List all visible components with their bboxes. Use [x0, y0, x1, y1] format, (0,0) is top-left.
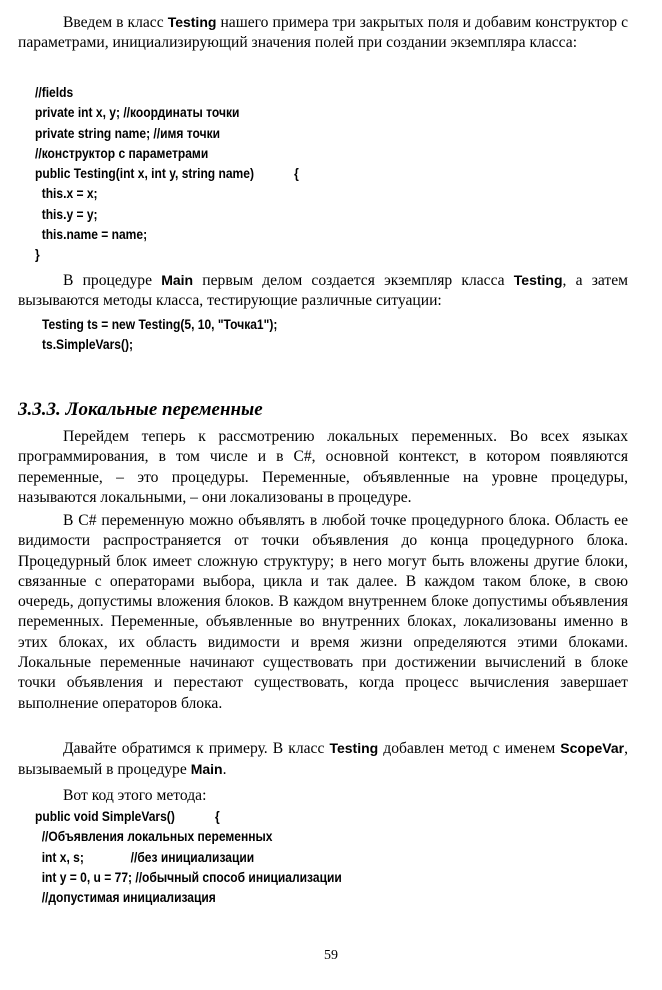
code-block-fields [35, 82, 299, 265]
main-keyword: Main [161, 272, 194, 288]
code-line: } [35, 246, 40, 263]
code-line: int y = 0, u = 77; //обычный способ инициализации [35, 868, 342, 885]
code-line: this.name = name; [35, 226, 148, 243]
code-block-simplevars [35, 806, 342, 907]
text-fragment: В процедуре [63, 272, 162, 289]
text-fragment: Давайте обратимся к примеру. В класс [63, 740, 330, 757]
intro-text-start: Введем в класс [63, 14, 168, 31]
intro-paragraph [18, 12, 628, 54]
method-name: ScopeVar [560, 740, 625, 756]
code-line: //fields [35, 84, 74, 100]
text-fragment: . [222, 761, 227, 779]
code-line: this.x = x; [35, 185, 98, 202]
code-intro-line: Вот код этого метода: [63, 787, 207, 804]
code-block-main [42, 314, 277, 355]
code-line: this.y = y; [35, 205, 98, 222]
page-number: 59 [324, 948, 338, 963]
text-fragment: , вызываемый в процедуре [18, 740, 629, 779]
code-line: int x, s; //без инициализации [35, 848, 255, 865]
code-line: //Объявления локальных переменных [35, 828, 273, 845]
text-fragment: добавлен метод с именем [378, 740, 561, 757]
code-line: private int x, y; //координаты точки [35, 104, 240, 121]
text-fragment: , а затем вызываются методы класса, тестирующие различные ситуации: [18, 272, 628, 310]
section-heading: 3.3.3. Локальные переменные [18, 399, 263, 420]
code-line: ts.SimpleVars(); [42, 336, 134, 353]
code-line: public Testing(int x, int y, string name) { [35, 165, 299, 182]
main-paragraph [18, 270, 628, 312]
code-line: //конструктор с параметрами [35, 144, 209, 161]
intro-class-name: Testing [167, 14, 217, 30]
code-line: Testing ts = new Testing(5, 10, "Точка1"); [42, 316, 278, 332]
local-vars-paragraph-1: Перейдем теперь к рассмотрению локальных переменных. Во всех языках программирования, в том числе и в C#, основной контекст, в котором появляются переменные, – это процедуры. Переменные, объявленные на уровне процедуры, называются локальными, – они локализованы в процедуре. [18, 428, 628, 506]
intro-text-end: нашего примера три закрытых поля и добавим конструктор с параметрами, инициализирующий значения полей при создании экземпляра класса: [18, 14, 628, 52]
code-line: public void SimpleVars() { [35, 808, 220, 824]
text-fragment: первым делом создается экземпляр класса [193, 272, 514, 289]
class-name: Testing [329, 740, 379, 756]
code-line: //допустимая инициализация [35, 889, 216, 906]
main-keyword: Main [190, 761, 223, 778]
class-name: Testing [513, 272, 563, 288]
example-paragraph [18, 738, 628, 781]
code-line: private string name; //имя точки [35, 124, 221, 141]
local-vars-paragraph-2: В C# переменную можно объявлять в любой точке процедурного блока. Область ее видимости распространяется от точки объявления до конца процедурного блока. Процедурный блок имеет сложную структуру; в него могут быть вложены другие блоки, связанные с операторами выбора, цикла и так далее. В каждом таком блоке, в свою очередь, допустимы вложения блоков. В каждом внутреннем блоке допустимы объявления переменных. Переменные, объявленные во внутренних блоках, локализованы именно в этих блоках, их область видимости и время жизни определяются этими блоками. Локальные переменные начинают существовать при достижении вычислений в блоке точки объявления и перестают существовать, когда процесс вычисления завершает выполнение операторов блока. [18, 512, 628, 712]
